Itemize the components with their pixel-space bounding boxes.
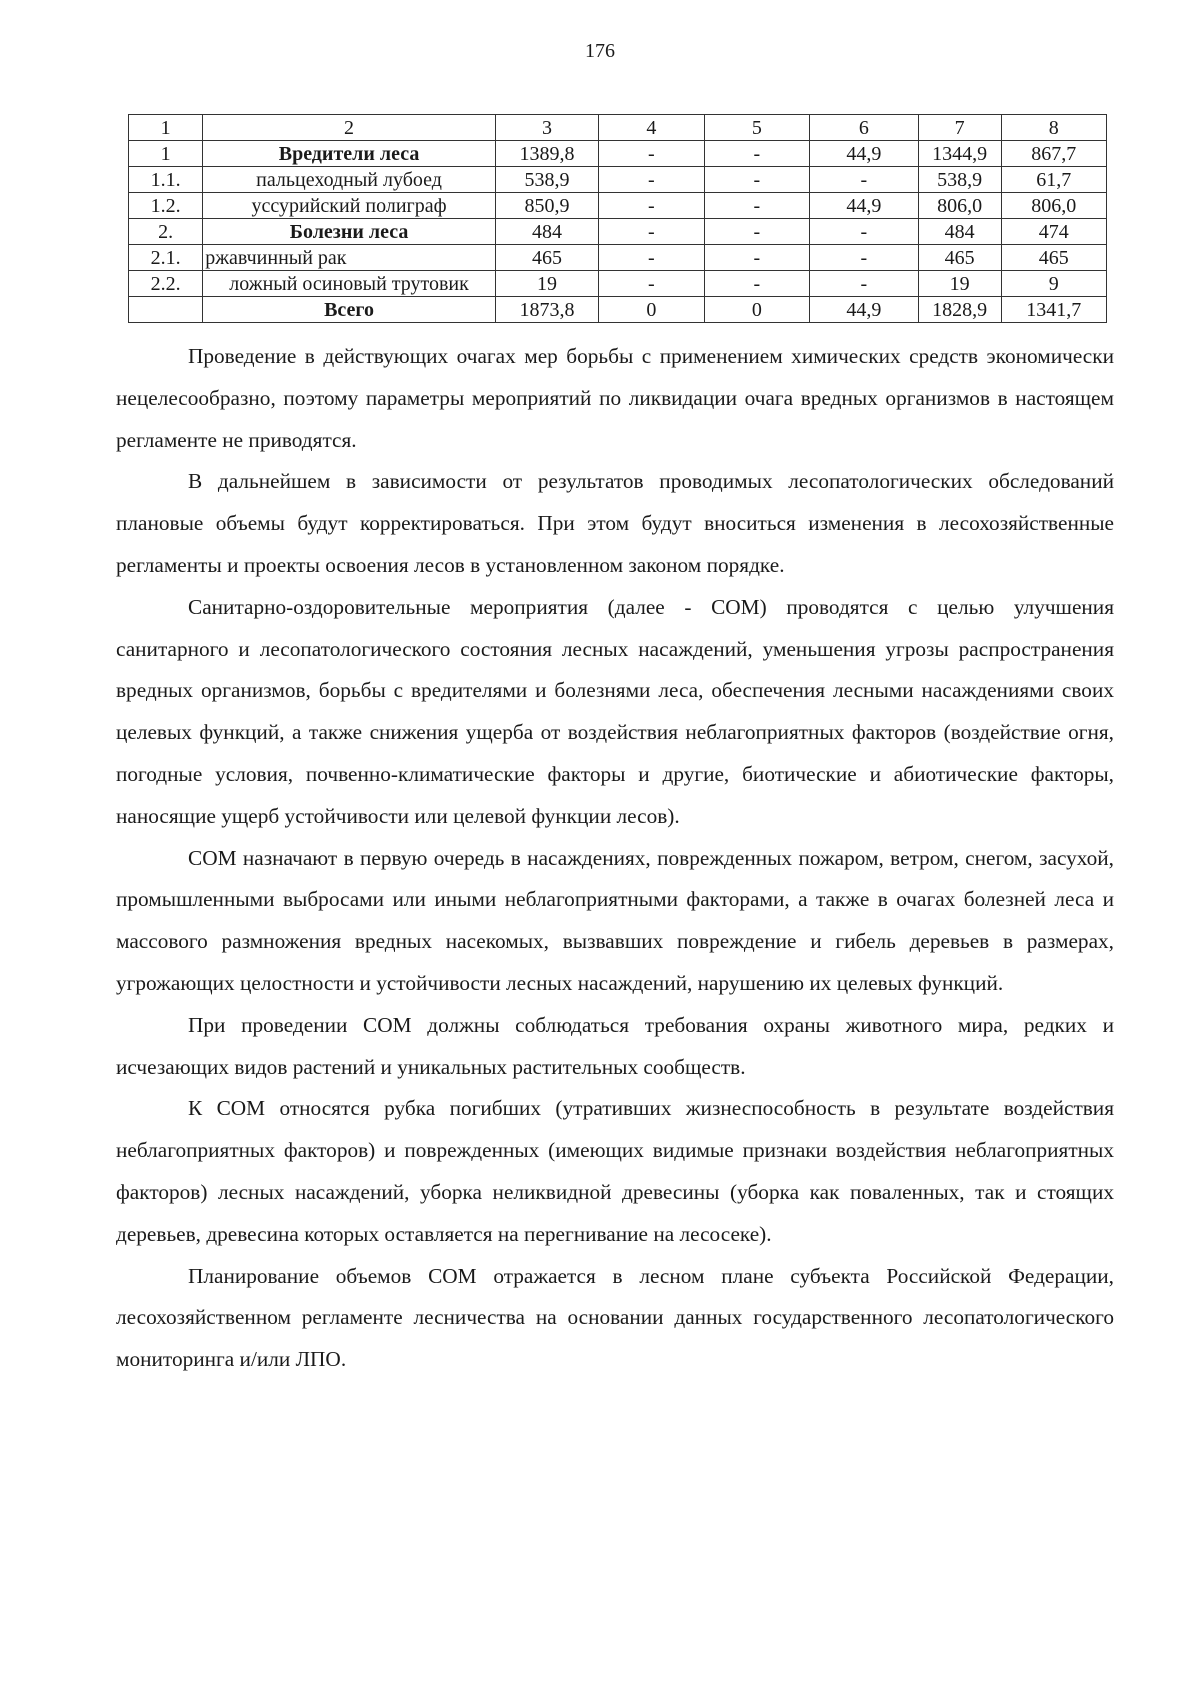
table-row — [129, 167, 1107, 193]
row-number: 2. — [129, 219, 203, 245]
table-cell: - — [810, 245, 919, 271]
table-cell: 850,9 — [495, 193, 598, 219]
paragraph: СОМ назначают в первую очередь в насаждениях, поврежденных пожаром, ветром, снегом, засухой, промышленными выбросами или иными неблагоприятными факторами, а также в очагах болезней леса и массового размножения вредных насекомых, вызвавших повреждение и гибель деревьев в размерах, угрожающих целостности и устойчивости лесных насаждений, нарушению их целевых функций. — [116, 845, 1114, 995]
table-cell: 1344,9 — [918, 141, 1001, 167]
table-cell: - — [704, 193, 809, 219]
table-cell: - — [599, 245, 704, 271]
table-cell: - — [810, 167, 919, 193]
table-cell: - — [704, 141, 809, 167]
table-cell: - — [810, 219, 919, 245]
table-row — [129, 193, 1107, 219]
header-cell: 5 — [704, 115, 809, 141]
paragraph: При проведении СОМ должны соблюдаться требования охраны животного мира, редких и исчезающих видов растений и уникальных растительных сообществ. — [116, 1012, 1114, 1079]
table-cell: 806,0 — [1001, 193, 1106, 219]
header-cell: 4 — [599, 115, 704, 141]
table-cell: 538,9 — [918, 167, 1001, 193]
table-cell: 867,7 — [1001, 141, 1106, 167]
table-cell: 484 — [918, 219, 1001, 245]
table-cell: 61,7 — [1001, 167, 1106, 193]
row-number: 1.2. — [129, 193, 203, 219]
pest-disease-table — [128, 114, 1107, 323]
table-cell: 0 — [704, 297, 809, 323]
row-number: 1.1. — [129, 167, 203, 193]
table-cell: 806,0 — [918, 193, 1001, 219]
table-cell: - — [704, 245, 809, 271]
table-cell: - — [810, 271, 919, 297]
header-cell: 1 — [129, 115, 203, 141]
row-name: ложный осиновый трутовик — [203, 271, 496, 297]
table-cell: 1341,7 — [1001, 297, 1106, 323]
row-name: Вредители леса — [203, 141, 496, 167]
table-total-row — [129, 297, 1107, 323]
header-cell: 3 — [495, 115, 598, 141]
table-cell: - — [704, 167, 809, 193]
table-cell: 19 — [918, 271, 1001, 297]
page-number: 176 — [585, 40, 615, 62]
table-cell: 465 — [1001, 245, 1106, 271]
table-cell: - — [599, 219, 704, 245]
table-cell: 484 — [495, 219, 598, 245]
row-number: 2.1. — [129, 245, 203, 271]
table-cell: 0 — [599, 297, 704, 323]
paragraph: В дальнейшем в зависимости от результатов проводимых лесопатологических обследований плановые объемы будут корректироваться. При этом будут вноситься изменения в лесохозяйственные регламенты и проекты освоения лесов в установленном законом порядке. — [116, 469, 1114, 577]
paragraph: К СОМ относятся рубка погибших (утративших жизнеспособность в результате воздействия неблагоприятных факторов) и поврежденных (имеющих видимые признаки воздействия неблагоприятных факторов) лесных насаждений, уборка неликвидной древесины (уборка как поваленных, так и стоящих деревьев, древесина которых оставляется на перегнивание на лесосеке). — [116, 1096, 1114, 1246]
table-cell: 1389,8 — [495, 141, 598, 167]
table-row — [129, 219, 1107, 245]
table-cell: 1828,9 — [918, 297, 1001, 323]
row-name: уссурийский полиграф — [203, 193, 496, 219]
table-cell: 474 — [1001, 219, 1106, 245]
table-cell: 1873,8 — [495, 297, 598, 323]
body-text — [116, 336, 1114, 1381]
table-cell: 465 — [918, 245, 1001, 271]
row-number — [129, 297, 203, 323]
table-cell: - — [599, 271, 704, 297]
table-cell: 19 — [495, 271, 598, 297]
table-header-row — [129, 115, 1107, 141]
row-number: 1 — [129, 141, 203, 167]
row-name: Всего — [203, 297, 496, 323]
table-cell: 44,9 — [810, 141, 919, 167]
table-row — [129, 141, 1107, 167]
header-cell: 6 — [810, 115, 919, 141]
table-row — [129, 271, 1107, 297]
header-cell: 7 — [918, 115, 1001, 141]
row-name: пальцеходный лубоед — [203, 167, 496, 193]
row-number: 2.2. — [129, 271, 203, 297]
header-cell: 8 — [1001, 115, 1106, 141]
table-cell: 538,9 — [495, 167, 598, 193]
table-cell: - — [599, 141, 704, 167]
table-cell: - — [599, 167, 704, 193]
paragraph: Планирование объемов СОМ отражается в лесном плане субъекта Российской Федерации, лесохозяйственном регламенте лесничества на основании данных государственного лесопатологического мониторинга и/или ЛПО. — [116, 1263, 1114, 1372]
table-cell: - — [704, 219, 809, 245]
table-cell: 44,9 — [810, 297, 919, 323]
row-name: ржавчинный рак — [203, 245, 496, 271]
table-cell: - — [599, 193, 704, 219]
paragraph: Проведение в действующих очагах мер борьбы с применением химических средств экономически нецелесообразно, поэтому параметры мероприятий по ликвидации очага вредных организмов в настоящем регламенте не приводятся. — [116, 344, 1114, 452]
table-cell: 465 — [495, 245, 598, 271]
table-cell: 9 — [1001, 271, 1106, 297]
header-cell: 2 — [203, 115, 496, 141]
paragraph: Санитарно-оздоровительные мероприятия (далее - СОМ) проводятся с целью улучшения санитарного и лесопатологического состояния лесных насаждений, уменьшения угрозы распространения вредных организмов, борьбы с вредителями и болезнями леса, обеспечения лесными насаждениями своих целевых функций, а также снижения ущерба от воздействия неблагоприятных факторов (воздействие огня, погодные условия, почвенно-климатические факторы и другие, биотические и абиотические факторы, наносящие ущерб устойчивости или целевой функции лесов). — [116, 594, 1114, 828]
row-name: Болезни леса — [203, 219, 496, 245]
table-row — [129, 245, 1107, 271]
table-cell: - — [704, 271, 809, 297]
table-cell: 44,9 — [810, 193, 919, 219]
